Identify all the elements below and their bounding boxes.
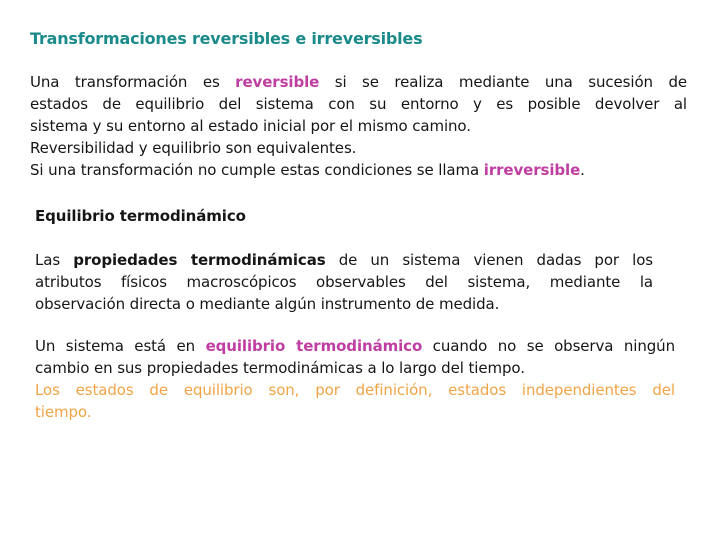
text-segment-bold: Equilibrio termodinámico — [35, 207, 246, 225]
text-line — [35, 401, 675, 423]
text-segment-orange: Los estados de equilibrio son, por definición, estados independientes del — [35, 381, 675, 399]
text-segment-plain: si se realiza mediante una sucesión de — [319, 73, 687, 91]
paragraph — [35, 249, 653, 315]
text-segment-plain: cambio en sus propiedades termodinámicas a lo largo del tiempo. — [35, 359, 525, 377]
text-line — [30, 71, 687, 93]
text-segment-plain: . — [580, 161, 585, 179]
text-line — [30, 137, 687, 159]
text-line — [30, 93, 687, 115]
text-segment-plain: Una transformación es — [30, 73, 236, 91]
slide-title: Transformaciones reversibles e irreversibles — [30, 29, 423, 48]
section-heading — [35, 205, 246, 227]
text-segment-orange: tiempo. — [35, 403, 92, 421]
text-segment-magenta: irreversible — [483, 161, 581, 179]
text-segment-bold: propiedades termodinámicas — [73, 251, 326, 269]
text-line — [35, 271, 653, 293]
text-segment-plain: sistema y su entorno al estado inicial por el mismo camino. — [30, 117, 471, 135]
text-segment-magenta: reversible — [235, 73, 320, 91]
paragraph — [35, 335, 675, 423]
text-segment-plain: estados de equilibrio del sistema con su entorno y es posible devolver al — [30, 95, 687, 113]
text-line — [35, 205, 246, 227]
text-line — [35, 293, 653, 315]
text-line — [35, 357, 675, 379]
text-line — [35, 379, 675, 401]
text-segment-plain: cuando no se observa ningún — [422, 337, 675, 355]
text-segment-magenta: equilibrio termodinámico — [205, 337, 423, 355]
paragraph — [30, 71, 687, 181]
text-line — [30, 159, 687, 181]
text-line — [30, 115, 687, 137]
text-segment-plain: atributos físicos macroscópicos observables del sistema, mediante la — [35, 273, 653, 291]
text-segment-plain: observación directa o mediante algún instrumento de medida. — [35, 295, 500, 313]
text-line — [35, 249, 653, 271]
text-segment-plain: Si una transformación no cumple estas condiciones se llama — [30, 161, 484, 179]
text-segment-plain: Las — [35, 251, 74, 269]
text-segment-plain: Un sistema está en — [35, 337, 206, 355]
text-line — [35, 335, 675, 357]
text-segment-plain: de un sistema vienen dadas por los — [325, 251, 653, 269]
text-segment-plain: Reversibilidad y equilibrio son equivalentes. — [30, 139, 357, 157]
